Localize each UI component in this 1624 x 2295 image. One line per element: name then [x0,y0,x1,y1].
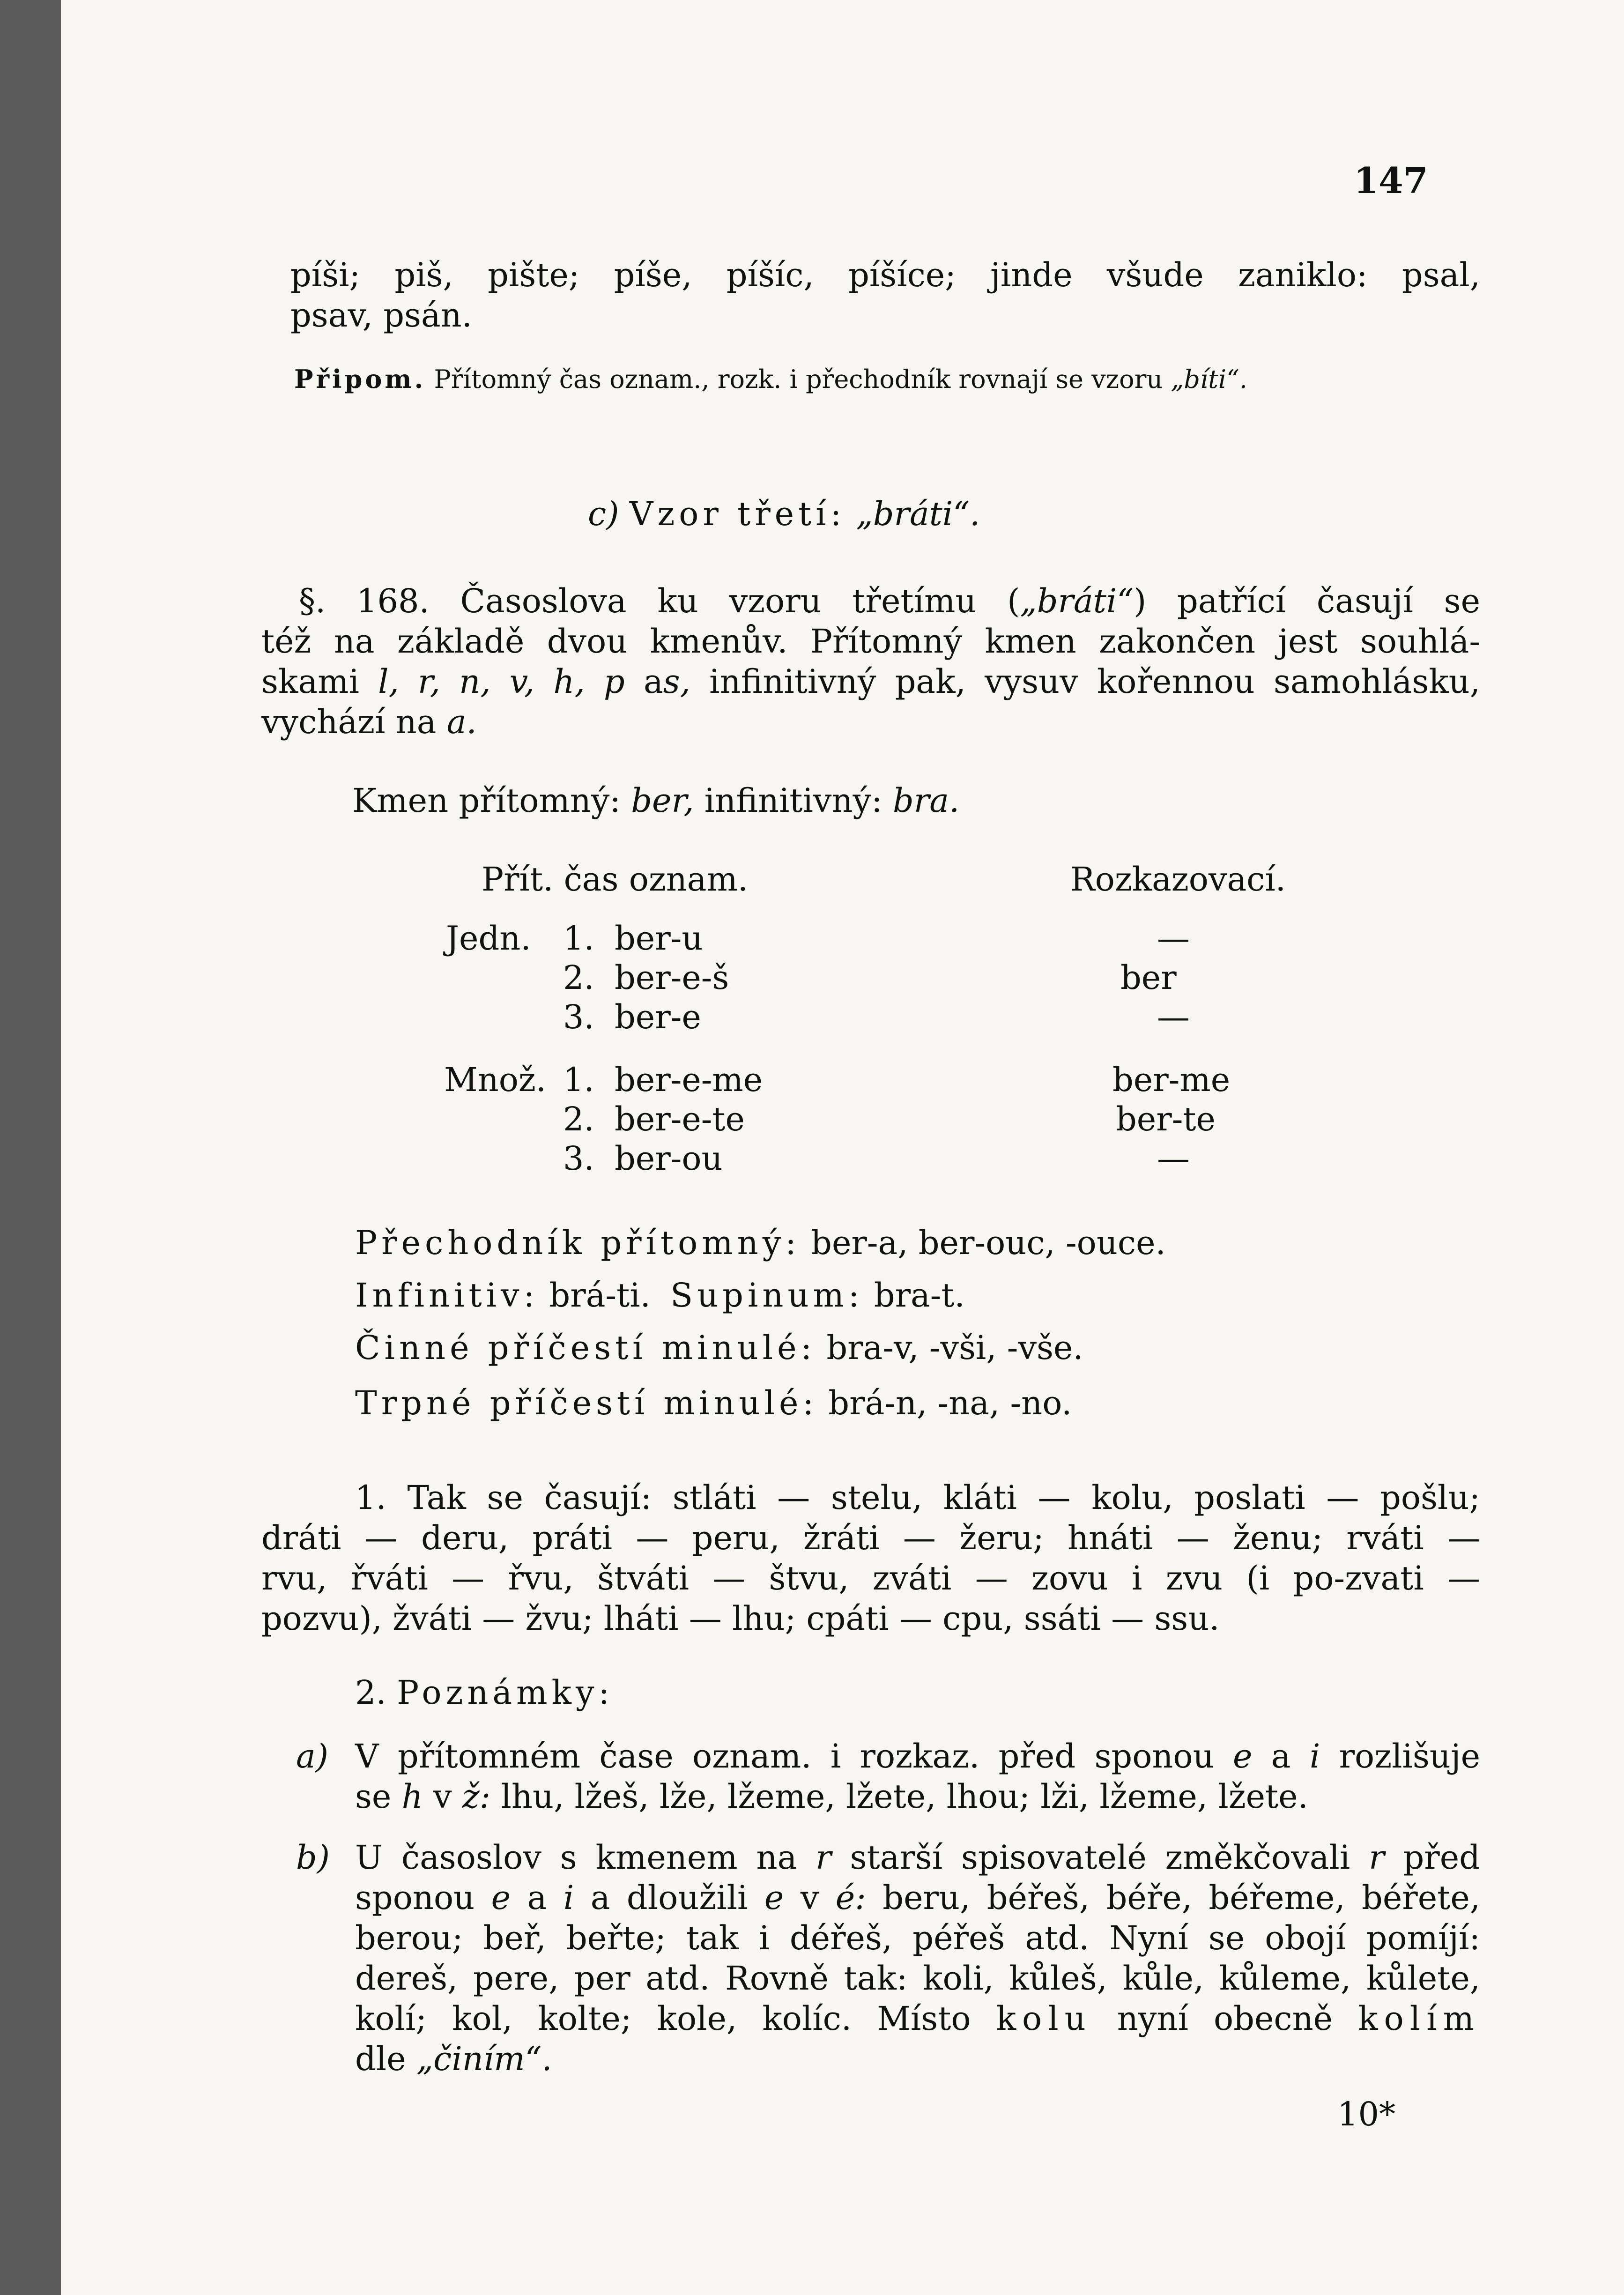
form-infinitiv [355,1276,965,1315]
rb-kolu: kolu [996,1999,1092,2038]
rb-and: a [527,1879,547,1917]
rb-v: v [800,1879,819,1917]
section-example: „bráti“. [856,495,980,533]
remark-b-line-1 [355,1838,1480,1877]
note-text: Přítomný čas oznam., rozk. i přechodník rovnají se vzoru [434,364,1163,394]
rb-i: i [563,1879,574,1917]
book-page [61,0,1624,2295]
sg1-imp: — [1157,919,1190,958]
page-number: 147 [1354,160,1428,201]
remark-b-line-2 [355,1879,1480,1917]
stem-present-value: ber, [631,781,694,820]
sg1-form: ber-u [615,919,703,958]
rb-e2: e [764,1879,784,1917]
trpne-value: brá-n, -na, -no. [828,1384,1072,1422]
p168-and: a [643,662,663,701]
sg3-num: 3. [563,998,594,1036]
ra-and: a [1271,1737,1291,1775]
ra-l2-a: se [355,1777,392,1816]
rb-l5-a: kolí; kol, kolte; kole, kolíc. Místo [355,1999,971,2038]
prechodnik-value: ber-a, ber-ouc, -ouce. [811,1224,1166,1262]
sg2-num: 2. [563,958,594,997]
sg2-form: ber-e-š [615,958,729,997]
sg3-imp: — [1157,998,1190,1036]
p168-l1-example: „bráti“ [1020,582,1134,620]
stems-line [352,781,960,820]
section-letter: c) [588,495,619,533]
form-trpne [355,1384,1072,1422]
remark-b-line-4: dereš, pere, per atd. Rovně tak: koli, kůleš, kůle, kůleme, kůlete, [355,1959,1480,1998]
cinne-label: Činné příčestí minulé: [355,1329,816,1367]
p168-l1-a: §. 168. Časoslova ku vzoru třetímu ( [299,582,1020,620]
cinne-value: bra-v, -vši, -vše. [826,1329,1083,1367]
remark-a-line-2 [355,1777,1308,1816]
rb-l1-c: před [1403,1838,1480,1877]
remark-b-line-5 [355,1999,1480,2038]
intro-line-2: psav, psán. [290,296,473,334]
infinitiv-value: brá-ti. [549,1276,651,1315]
list1-line-4: pozvu), žváti — žvu; lháti — lhu; cpáti — cpu, ssáti — ssu. [261,1599,1220,1638]
ra-l2-b: lhu, lžeš, lže, lžeme, lžete, lhou; lži, lžeme, lžete. [501,1777,1308,1816]
p168-line-4 [261,703,477,741]
note-example: „bíti“. [1171,364,1247,394]
plural-label: Množ. [444,1061,547,1099]
section-label: Vzor třetí: [629,495,846,533]
rb-r: r [816,1838,831,1877]
rb-r2: r [1369,1838,1385,1877]
ra-v: v [433,1777,452,1816]
infinitiv-label: Infinitiv: [355,1276,539,1315]
form-cinne [355,1329,1083,1367]
signature-mark: 10* [1337,2095,1396,2133]
list1-line-2: dráti — deru, práti — peru, žráti — žeru; hnáti — ženu; rváti — [261,1519,1480,1557]
ra-l1-b: rozlišuje [1339,1737,1480,1775]
p168-l3-b: infinitivný pak, vysuv kořennou samohlásku, [709,662,1480,701]
intro-line-1: píši; piš, pište; píše, píšíc, píšíce; jinde všude zaniklo: psal, [290,256,1480,294]
p168-line-3 [261,662,1480,701]
p168-line-2: též na základě dvou kmenův. Přítomný kmen zakončen jest souhlá- [261,622,1480,661]
prechodnik-label: Přechodník přítomný: [355,1224,801,1262]
form-prechodnik [355,1224,1166,1262]
note [294,366,1247,392]
p168-s: s, [663,662,690,701]
pl2-imp: ber-te [1116,1100,1216,1138]
ra-h: h [401,1777,423,1816]
list1-line-3: rvu, řváti — řvu, štváti — štvu, zváti — zovu i zvu (i po-zvati — [261,1559,1480,1597]
sg1-num: 1. [563,919,594,958]
rb-l6-a: dle [355,2040,406,2078]
remarks-num: 2. [355,1673,386,1712]
rb-l5-b: nyní obecně [1117,1999,1333,2038]
ra-l1-a: V přítomném čase oznam. i rozkaz. před sponou [355,1737,1214,1775]
remarks-title: Poznámky: [397,1673,614,1712]
singular-label: Jedn. [446,919,531,958]
sg2-imp: ber [1120,958,1177,997]
stem-infinitive-value: bra. [892,781,960,820]
p168-l3-a: skami [261,662,359,701]
rb-l1-a: U časoslov s kmenem na [355,1838,797,1877]
p168-line-1 [299,582,1480,620]
rb-e: e [491,1879,511,1917]
remark-a-marker: a) [296,1737,329,1775]
rb-ciním: „činím“. [416,2040,552,2078]
pl1-num: 1. [563,1061,594,1099]
rb-l2-b: a dloužili [590,1879,748,1917]
stem-infinitive-label: infinitivný: [704,781,882,820]
pl1-form: ber-e-me [615,1061,763,1099]
rb-l1-b: starší spisovatelé změkčovali [850,1838,1350,1877]
p168-consonants: l, r, n, v, h, p [378,662,625,701]
remark-a-line-1 [355,1737,1480,1775]
pl3-imp: — [1157,1139,1190,1178]
pl2-form: ber-e-te [615,1100,745,1138]
note-label: Připom. [294,364,426,394]
pl2-num: 2. [563,1100,594,1138]
rb-l2-c: beru, béřeš, béře, béřeme, béřete, [882,1879,1480,1917]
ra-z: ž: [462,1777,491,1816]
p168-l1-b: ) patřící časují se [1134,582,1480,620]
remarks-heading [355,1673,614,1712]
remark-b-line-6 [355,2040,552,2078]
remark-b-marker: b) [296,1838,330,1877]
stem-present-label: Kmen přítomný: [352,781,621,820]
p168-l4-it: a. [446,703,477,741]
supinum-value: bra-t. [874,1276,965,1315]
rb-e3: é: [835,1879,866,1917]
rb-l2-a: sponou [355,1879,475,1917]
imperative-header: Rozkazovací. [1070,860,1286,899]
ra-e: e [1233,1737,1253,1775]
pl3-form: ber-ou [615,1139,723,1178]
supinum-label: Supinum: [670,1276,864,1315]
present-header: Přít. čas oznam. [482,860,749,899]
rb-kolim: kolím [1358,1999,1480,2038]
pl3-num: 3. [563,1139,594,1178]
p168-l4-a: vychází na [261,703,437,741]
section-heading [588,495,980,533]
remark-b-line-3: berou; beř, beřte; tak i déřeš, péřeš atd. Nyní se obojí pomíjí: [355,1919,1480,1957]
list1-line-1: 1. Tak se časují: stláti — stelu, kláti — kolu, poslati — pošlu; [355,1478,1480,1517]
ra-i: i [1309,1737,1320,1775]
trpne-label: Trpné příčestí minulé: [355,1384,818,1422]
pl1-imp: ber-me [1112,1061,1231,1099]
sg3-form: ber-e [615,998,701,1036]
